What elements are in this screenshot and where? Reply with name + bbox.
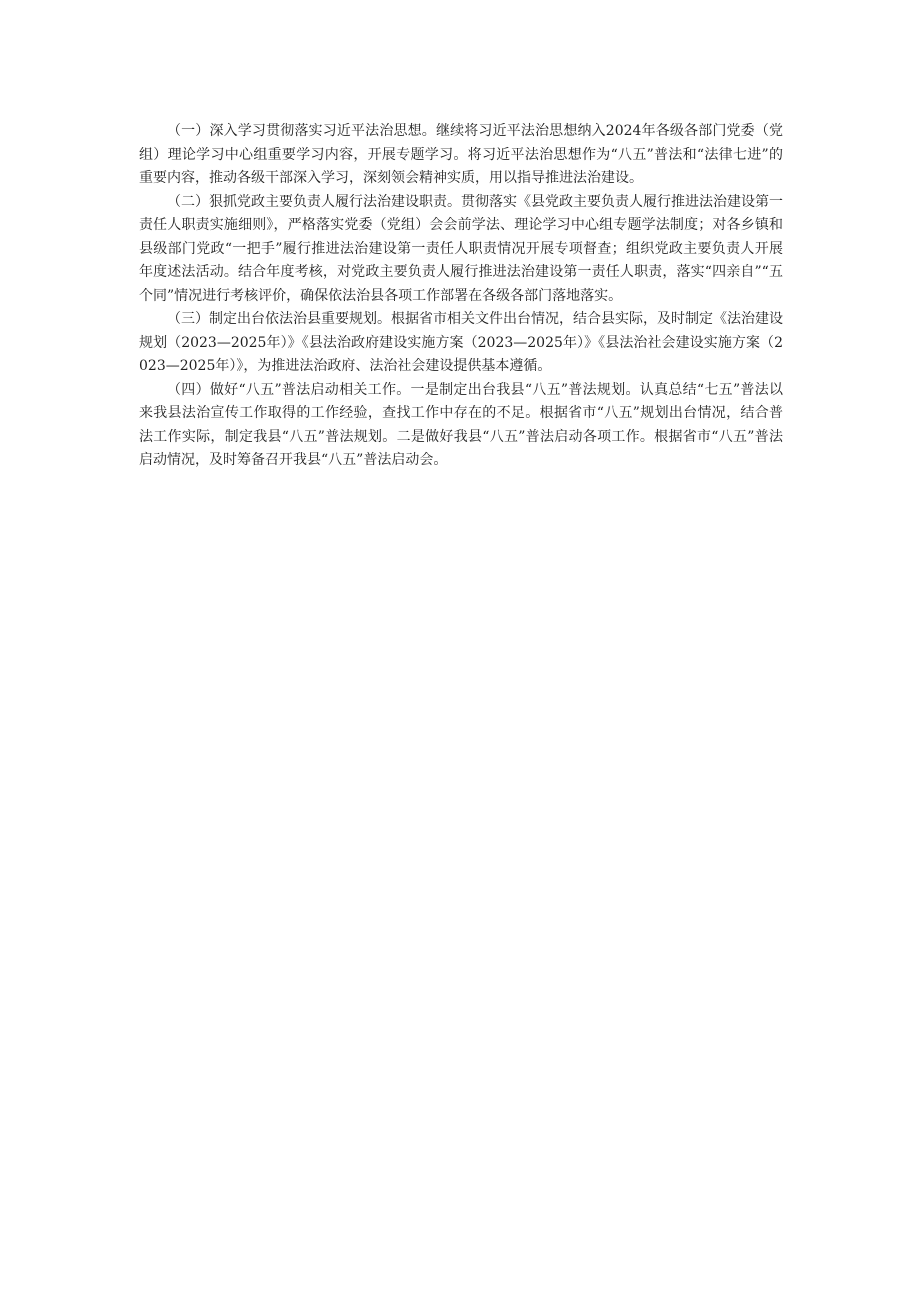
paragraph-eighth-five-year-plan: （四）做好“八五”普法启动相关工作。一是制定出台我县“八五”普法规划。认真总结“七五”普法以来我县法治宣传工作取得的工作经验，查找工作中存在的不足。根据省市“八五”规划出台情况，结合普法工作实际，制定我县“八五”普法规划。二是做好我县“八五”普法启动各项工作。根据省市“八五”普法启动情况，及时筹备召开我县“八五”普法启动会。 [139, 381, 783, 468]
paragraph-leader-responsibility: （二）狠抓党政主要负责人履行法治建设职责。贯彻落实《县党政主要负责人履行推进法治建设第一责任人职责实施细则》，严格落实党委（党组）会会前学法、理论学习中心组专题学法制度；对各乡镇和县级部门党政“一把手”履行推进法治建设第一责任人职责情况开展专项督查；组织党政主要负责人开展年度述法活动。结合年度考核，对党政主要负责人履行推进法治建设第一责任人职责，落实“四亲自”“五个同”情况进行考核评价，确保依法治县各项工作部署在各级各部门落地落实。 [139, 193, 783, 304]
document-body [139, 120, 783, 473]
paragraph-study-legal-thought: （一）深入学习贯彻落实习近平法治思想。继续将习近平法治思想纳入2024年各级各部门党委（党组）理论学习中心组重要学习内容，开展专题学习。将习近平法治思想作为“八五”普法和“法律七进”的重要内容，推动各级干部深入学习，深刻领会精神实质，用以指导推进法治建设。 [139, 123, 783, 186]
paragraph-county-planning: （三）制定出台依法治县重要规划。根据省市相关文件出台情况，结合县实际，及时制定《法治建设规划（2023—2025年）》《县法治政府建设实施方案（2023—2025年）》《县法治社会建设实施方案（2023—2025年）》，为推进法治政府、法治社会建设提供基本遵循。 [139, 311, 783, 374]
